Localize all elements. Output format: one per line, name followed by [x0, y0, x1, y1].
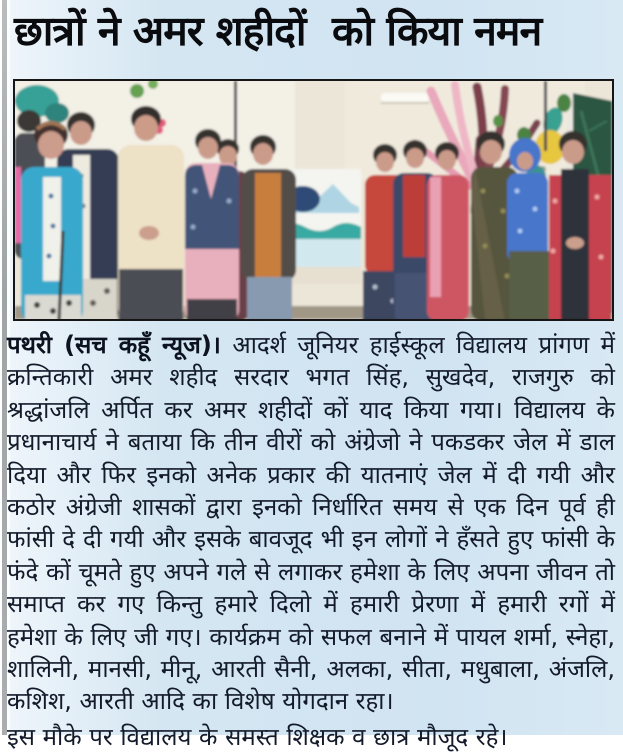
photo-haze: [15, 81, 612, 319]
article-photo: [13, 79, 614, 321]
group-photo-illustration: [15, 81, 612, 319]
article-body: [7, 329, 615, 718]
article-headline: छात्रों ने अमर शहीदों को किया नमन: [14, 7, 542, 55]
article-dateline: पथरी (सच कहूँ न्यूज)।: [7, 331, 221, 359]
article-cutoff-line: इस मौके पर विद्यालय के समस्त शिक्षक व छात्र मौजूद रहे।: [7, 723, 508, 751]
article-text: आदर्श जूनियर हाईस्कूल विद्यालय प्रांगण में क्रन्तिकारी अमर शहीद सरदार भगत सिंह, सुखदेव, राजगुरु को श्रद्धांजलि अर्पित कर अमर शहीदों कों याद किया गया। विद्यालय के प्रधानाचार्य ने बताया कि तीन वीरों को अंग्रेजो ने पकडकर जेल में डाल दिया और फिर इनको अनेक प्रकार की यातनाएं जेल में दी गयी और कठोर अंग्रेजी शासकों द्वारा इनको निर्धारित समय से एक दिन पूर्व ही फांसी दे दी गयी और इसके बावजूद भी इन लोगों ने हँसते हुए फांसी के फंदे कों चूमते हुए अपने गले से लगाकर हमेशा के लिए अपना जीवन तो समाप्त कर गए किन्तु हमारे दिलो में हमारी प्रेरणा में हमारी रगों में हमेशा के लिए जी गए। कार्यक्रम को सफल बनाने में पायल शर्मा, स्नेहा, शालिनी, मानसी, मीनू, आरती सैनी, अलका, सीता, मधुबाला, अंजलि, कशिश, आरती आदि का विशेष योगदान रहा।: [7, 331, 615, 716]
